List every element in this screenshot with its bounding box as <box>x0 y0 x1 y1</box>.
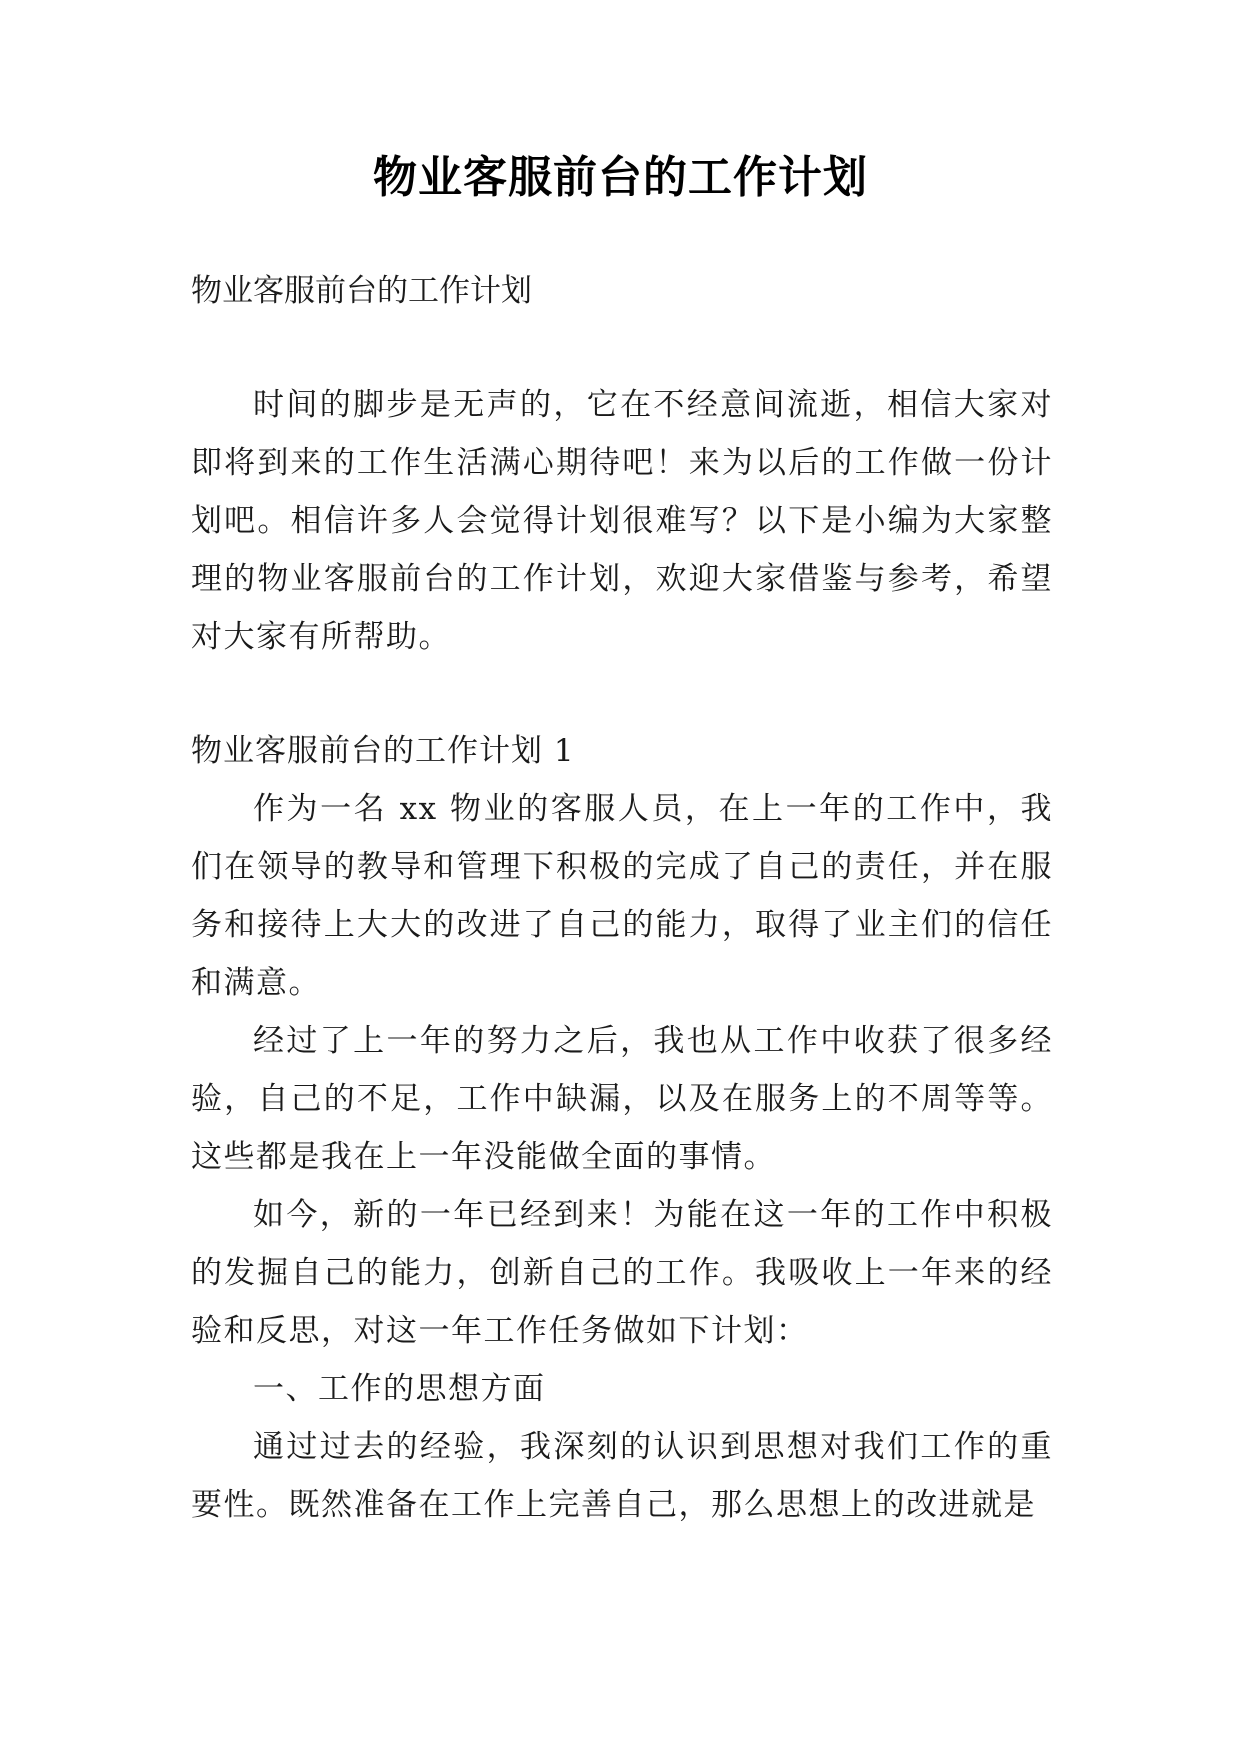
spacer <box>191 666 1053 722</box>
body-paragraph: 经过了上一年的努力之后，我也从工作中收获了很多经验，自己的不足，工作中缺漏，以及在服务上的不周等等。这些都是我在上一年没能做全面的事情。 <box>191 1023 1053 1175</box>
document-body <box>191 263 1053 1534</box>
document-title: 物业客服前台的工作计划 <box>373 152 868 203</box>
body-paragraph: 作为一名 xx 物业的客服人员，在上一年的工作中，我们在领导的教导和管理下积极的完成了自己的责任，并在服务和接待上大大的改进了自己的能力，取得了业主们的信任和满意。 <box>191 791 1053 1001</box>
intro-paragraph: 时间的脚步是无声的，它在不经意间流逝，相信大家对即将到来的工作生活满心期待吧！来为以后的工作做一份计划吧。相信许多人会觉得计划很难写？以下是小编为大家整理的物业客服前台的工作计划，欢迎大家借鉴与参考，希望对大家有所帮助。 <box>191 387 1053 655</box>
document-subtitle: 物业客服前台的工作计划 <box>191 273 532 309</box>
body-paragraph: 通过过去的经验，我深刻的认识到思想对我们工作的重要性。既然准备在工作上完善自己，那么思想上的改进就是 <box>191 1429 1053 1523</box>
spacer <box>191 320 1053 376</box>
section-heading: 物业客服前台的工作计划 1 <box>191 733 575 769</box>
body-paragraph: 如今，新的一年已经到来！为能在这一年的工作中积极的发掘自己的能力，创新自己的工作。我吸收上一年来的经验和反思，对这一年工作任务做如下计划： <box>191 1197 1053 1349</box>
subsection-heading: 一、工作的思想方面 <box>253 1371 546 1407</box>
